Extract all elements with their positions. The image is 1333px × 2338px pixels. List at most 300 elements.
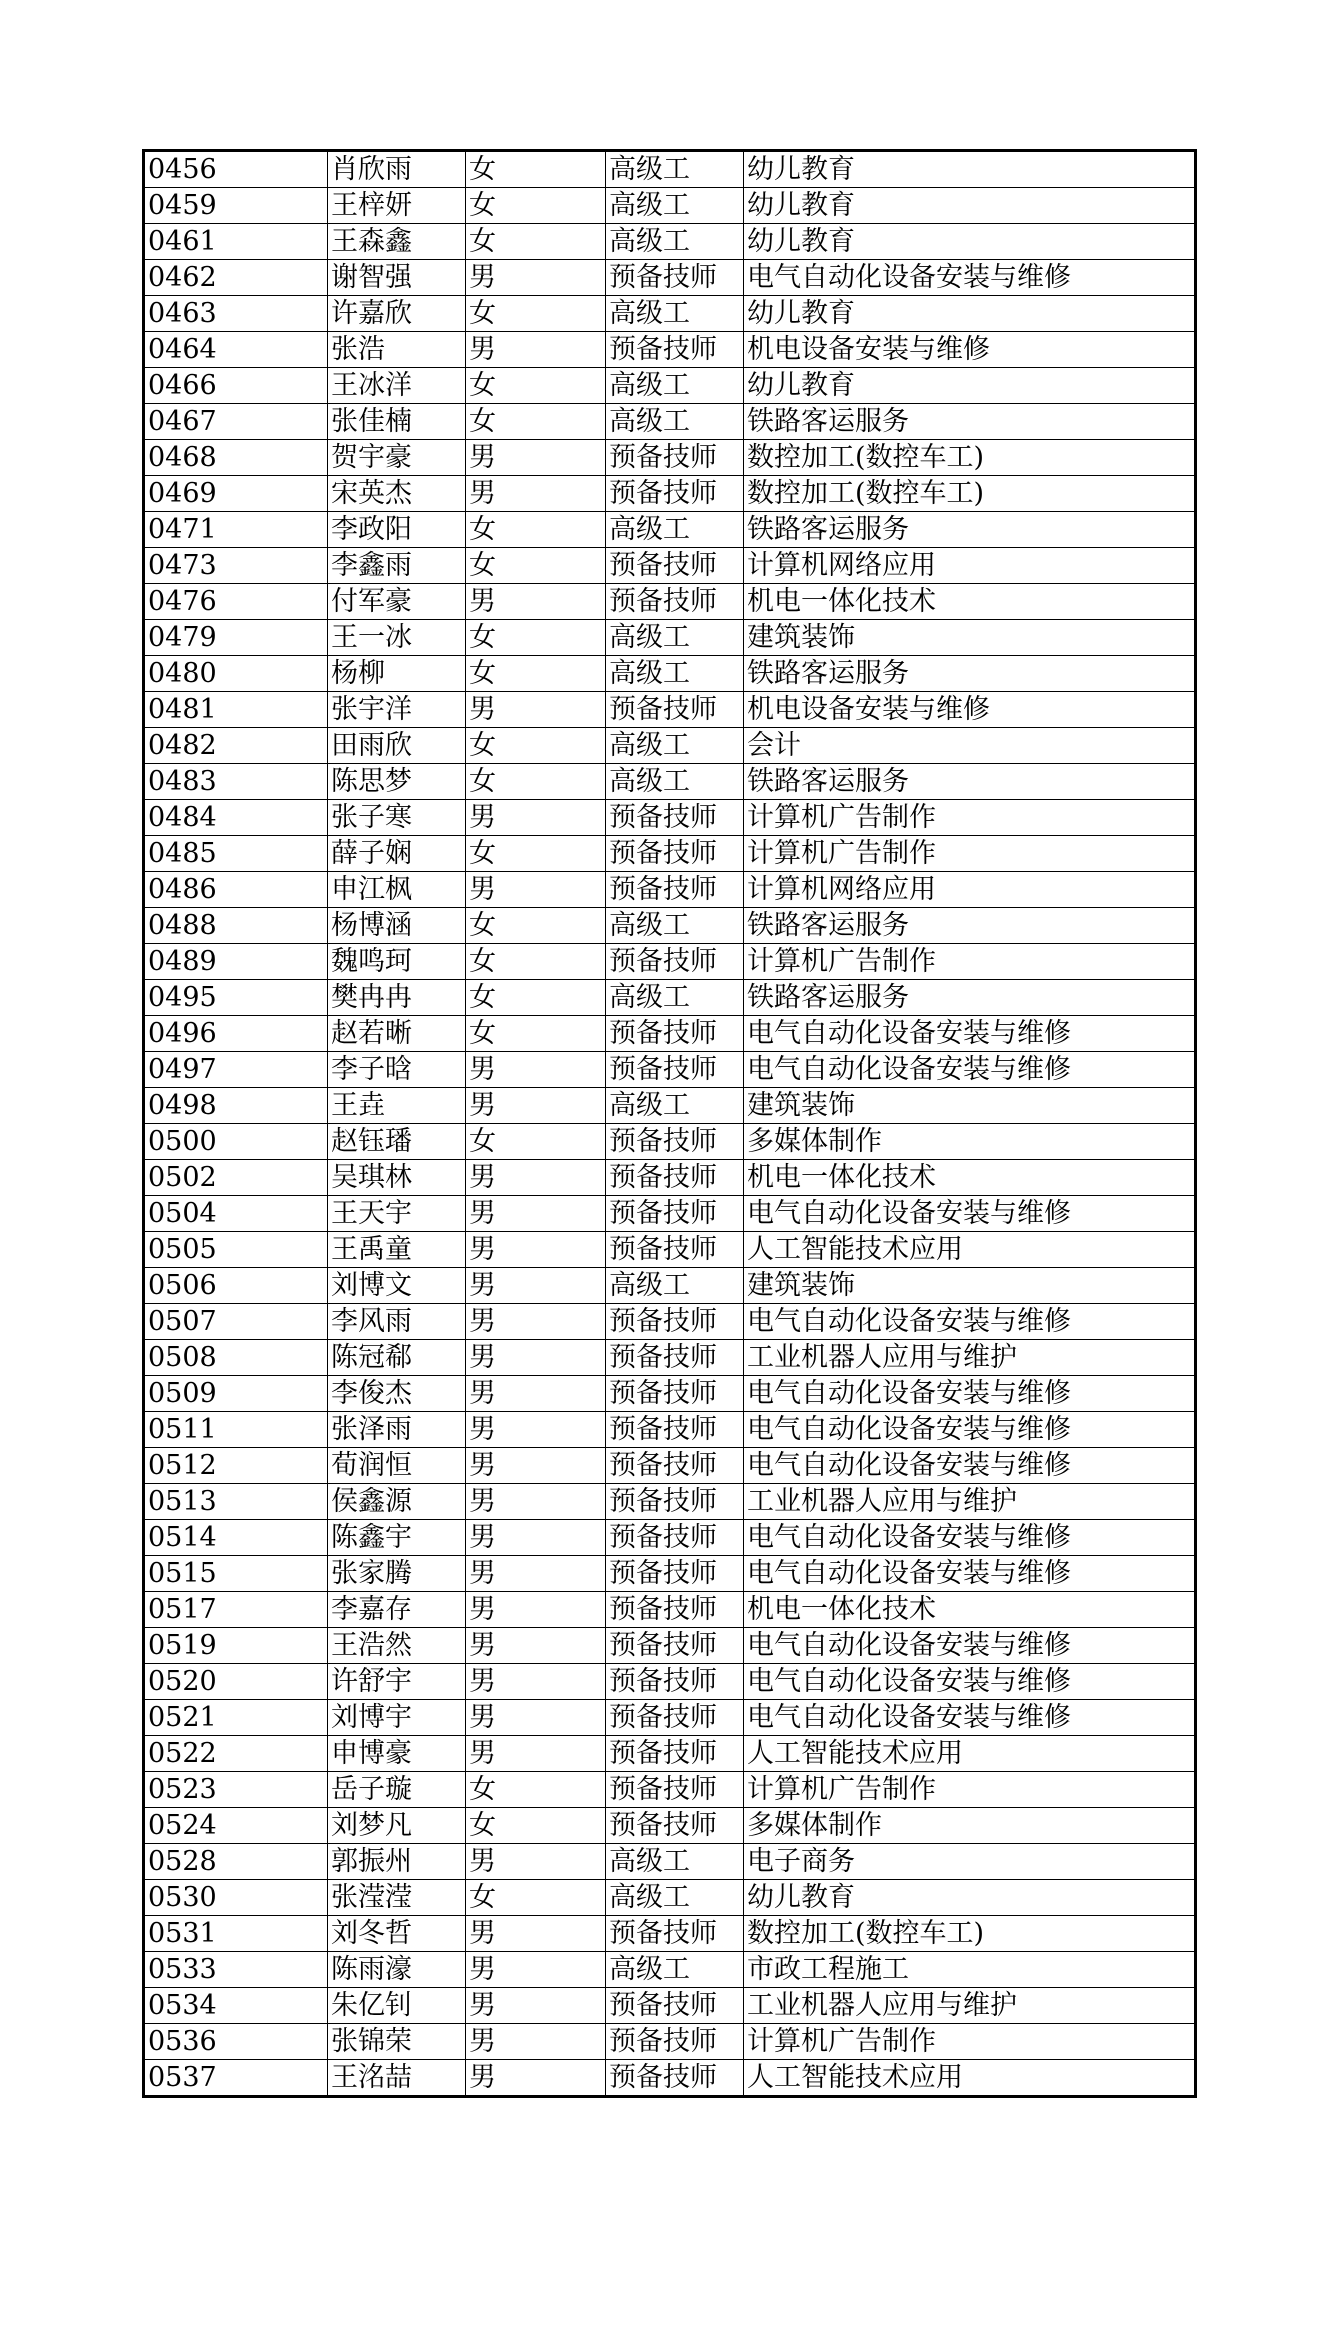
student-id-cell: 0498: [144, 1088, 328, 1124]
gender-cell: 男: [466, 1448, 606, 1484]
table-row: [144, 1664, 1196, 1700]
table-row: [144, 1700, 1196, 1736]
table-row: [144, 404, 1196, 440]
gender-cell: 女: [466, 728, 606, 764]
student-id-cell: 0536: [144, 2024, 328, 2060]
level-cell: 预备技师: [606, 476, 744, 512]
gender-cell: 女: [466, 224, 606, 260]
level-cell: 高级工: [606, 728, 744, 764]
level-cell: 预备技师: [606, 584, 744, 620]
gender-cell: 男: [466, 800, 606, 836]
major-cell: 幼儿教育: [744, 188, 1196, 224]
gender-cell: 男: [466, 1700, 606, 1736]
gender-cell: 男: [466, 1304, 606, 1340]
student-id-cell: 0462: [144, 260, 328, 296]
student-id-cell: 0507: [144, 1304, 328, 1340]
name-cell: 樊冉冉: [328, 980, 466, 1016]
major-cell: 会计: [744, 728, 1196, 764]
table-row: [144, 1268, 1196, 1304]
gender-cell: 男: [466, 1052, 606, 1088]
table-row: [144, 1196, 1196, 1232]
gender-cell: 女: [466, 656, 606, 692]
table-row: [144, 620, 1196, 656]
major-cell: 电气自动化设备安装与维修: [744, 1448, 1196, 1484]
student-id-cell: 0534: [144, 1988, 328, 2024]
table-row: [144, 800, 1196, 836]
student-id-cell: 0481: [144, 692, 328, 728]
major-cell: 铁路客运服务: [744, 764, 1196, 800]
student-id-cell: 0489: [144, 944, 328, 980]
table-row: [144, 1952, 1196, 1988]
gender-cell: 男: [466, 872, 606, 908]
gender-cell: 男: [466, 1412, 606, 1448]
student-id-cell: 0484: [144, 800, 328, 836]
level-cell: 预备技师: [606, 692, 744, 728]
major-cell: 数控加工(数控车工): [744, 1916, 1196, 1952]
gender-cell: 男: [466, 2060, 606, 2097]
level-cell: 高级工: [606, 368, 744, 404]
student-id-cell: 0469: [144, 476, 328, 512]
level-cell: 高级工: [606, 1952, 744, 1988]
student-id-cell: 0482: [144, 728, 328, 764]
student-id-cell: 0483: [144, 764, 328, 800]
table-row: [144, 1412, 1196, 1448]
major-cell: 建筑装饰: [744, 1268, 1196, 1304]
student-id-cell: 0513: [144, 1484, 328, 1520]
name-cell: 王禹童: [328, 1232, 466, 1268]
name-cell: 陈冠郗: [328, 1340, 466, 1376]
table-row: [144, 2060, 1196, 2097]
level-cell: 预备技师: [606, 836, 744, 872]
gender-cell: 女: [466, 1880, 606, 1916]
gender-cell: 女: [466, 404, 606, 440]
table-row: [144, 1448, 1196, 1484]
major-cell: 市政工程施工: [744, 1952, 1196, 1988]
major-cell: 幼儿教育: [744, 224, 1196, 260]
table-row: [144, 476, 1196, 512]
student-id-cell: 0511: [144, 1412, 328, 1448]
level-cell: 预备技师: [606, 1196, 744, 1232]
student-id-cell: 0467: [144, 404, 328, 440]
level-cell: 高级工: [606, 512, 744, 548]
name-cell: 许舒宇: [328, 1664, 466, 1700]
level-cell: 预备技师: [606, 1736, 744, 1772]
table-row: [144, 584, 1196, 620]
gender-cell: 男: [466, 1628, 606, 1664]
table-row: [144, 692, 1196, 728]
table-row: [144, 1484, 1196, 1520]
major-cell: 机电一体化技术: [744, 1592, 1196, 1628]
level-cell: 预备技师: [606, 2024, 744, 2060]
level-cell: 预备技师: [606, 1808, 744, 1844]
gender-cell: 男: [466, 1160, 606, 1196]
student-id-cell: 0502: [144, 1160, 328, 1196]
student-id-cell: 0486: [144, 872, 328, 908]
level-cell: 预备技师: [606, 1304, 744, 1340]
level-cell: 高级工: [606, 224, 744, 260]
table-row: [144, 1988, 1196, 2024]
name-cell: 朱亿钊: [328, 1988, 466, 2024]
table-row: [144, 1052, 1196, 1088]
level-cell: 高级工: [606, 908, 744, 944]
name-cell: 王浩然: [328, 1628, 466, 1664]
table-row: [144, 656, 1196, 692]
name-cell: 刘冬哲: [328, 1916, 466, 1952]
level-cell: 预备技师: [606, 1988, 744, 2024]
table-row: [144, 1772, 1196, 1808]
level-cell: 高级工: [606, 980, 744, 1016]
name-cell: 王冰洋: [328, 368, 466, 404]
student-id-cell: 0471: [144, 512, 328, 548]
name-cell: 谢智强: [328, 260, 466, 296]
gender-cell: 男: [466, 1340, 606, 1376]
student-id-cell: 0485: [144, 836, 328, 872]
gender-cell: 女: [466, 188, 606, 224]
gender-cell: 女: [466, 368, 606, 404]
student-id-cell: 0537: [144, 2060, 328, 2097]
level-cell: 预备技师: [606, 1376, 744, 1412]
name-cell: 杨博涵: [328, 908, 466, 944]
student-id-cell: 0456: [144, 151, 328, 188]
table-row: [144, 512, 1196, 548]
table-row: [144, 1016, 1196, 1052]
gender-cell: 男: [466, 1736, 606, 1772]
level-cell: 预备技师: [606, 944, 744, 980]
major-cell: 电气自动化设备安装与维修: [744, 1196, 1196, 1232]
name-cell: 李俊杰: [328, 1376, 466, 1412]
major-cell: 电子商务: [744, 1844, 1196, 1880]
gender-cell: 女: [466, 1016, 606, 1052]
major-cell: 计算机广告制作: [744, 944, 1196, 980]
name-cell: 肖欣雨: [328, 151, 466, 188]
student-id-cell: 0480: [144, 656, 328, 692]
major-cell: 电气自动化设备安装与维修: [744, 1376, 1196, 1412]
name-cell: 赵若晰: [328, 1016, 466, 1052]
level-cell: 高级工: [606, 1088, 744, 1124]
table-row: [144, 188, 1196, 224]
gender-cell: 女: [466, 296, 606, 332]
level-cell: 预备技师: [606, 1052, 744, 1088]
table-row: [144, 1340, 1196, 1376]
major-cell: 人工智能技术应用: [744, 2060, 1196, 2097]
major-cell: 电气自动化设备安装与维修: [744, 1700, 1196, 1736]
student-id-cell: 0473: [144, 548, 328, 584]
major-cell: 人工智能技术应用: [744, 1232, 1196, 1268]
table-row: [144, 836, 1196, 872]
gender-cell: 男: [466, 1844, 606, 1880]
student-id-cell: 0523: [144, 1772, 328, 1808]
level-cell: 高级工: [606, 1844, 744, 1880]
student-id-cell: 0512: [144, 1448, 328, 1484]
level-cell: 预备技师: [606, 1124, 744, 1160]
student-id-cell: 0505: [144, 1232, 328, 1268]
student-id-cell: 0506: [144, 1268, 328, 1304]
gender-cell: 男: [466, 2024, 606, 2060]
level-cell: 预备技师: [606, 1628, 744, 1664]
student-id-cell: 0533: [144, 1952, 328, 1988]
level-cell: 预备技师: [606, 1340, 744, 1376]
level-cell: 高级工: [606, 404, 744, 440]
gender-cell: 女: [466, 908, 606, 944]
level-cell: 预备技师: [606, 1484, 744, 1520]
level-cell: 高级工: [606, 188, 744, 224]
student-id-cell: 0528: [144, 1844, 328, 1880]
major-cell: 机电设备安装与维修: [744, 692, 1196, 728]
table-row: [144, 296, 1196, 332]
major-cell: 计算机广告制作: [744, 2024, 1196, 2060]
gender-cell: 男: [466, 476, 606, 512]
level-cell: 预备技师: [606, 2060, 744, 2097]
major-cell: 计算机广告制作: [744, 836, 1196, 872]
table-row: [144, 2024, 1196, 2060]
table-row: [144, 1232, 1196, 1268]
name-cell: 王垚: [328, 1088, 466, 1124]
major-cell: 电气自动化设备安装与维修: [744, 1664, 1196, 1700]
name-cell: 李风雨: [328, 1304, 466, 1340]
name-cell: 张子寒: [328, 800, 466, 836]
gender-cell: 男: [466, 1520, 606, 1556]
table-row: [144, 908, 1196, 944]
level-cell: 高级工: [606, 764, 744, 800]
gender-cell: 男: [466, 1916, 606, 1952]
major-cell: 电气自动化设备安装与维修: [744, 1052, 1196, 1088]
major-cell: 计算机广告制作: [744, 1772, 1196, 1808]
gender-cell: 男: [466, 1664, 606, 1700]
name-cell: 薛子娴: [328, 836, 466, 872]
name-cell: 张佳楠: [328, 404, 466, 440]
major-cell: 电气自动化设备安装与维修: [744, 1628, 1196, 1664]
gender-cell: 男: [466, 1088, 606, 1124]
name-cell: 王一冰: [328, 620, 466, 656]
gender-cell: 男: [466, 332, 606, 368]
major-cell: 电气自动化设备安装与维修: [744, 1556, 1196, 1592]
level-cell: 预备技师: [606, 1520, 744, 1556]
major-cell: 工业机器人应用与维护: [744, 1484, 1196, 1520]
name-cell: 李鑫雨: [328, 548, 466, 584]
gender-cell: 女: [466, 944, 606, 980]
table-row: [144, 1880, 1196, 1916]
major-cell: 机电一体化技术: [744, 1160, 1196, 1196]
student-id-cell: 0459: [144, 188, 328, 224]
student-id-cell: 0519: [144, 1628, 328, 1664]
level-cell: 预备技师: [606, 1160, 744, 1196]
name-cell: 李嘉存: [328, 1592, 466, 1628]
level-cell: 预备技师: [606, 1916, 744, 1952]
major-cell: 幼儿教育: [744, 151, 1196, 188]
major-cell: 幼儿教育: [744, 1880, 1196, 1916]
name-cell: 张滢滢: [328, 1880, 466, 1916]
gender-cell: 女: [466, 1772, 606, 1808]
gender-cell: 男: [466, 1556, 606, 1592]
table-row: [144, 1124, 1196, 1160]
name-cell: 郭振州: [328, 1844, 466, 1880]
gender-cell: 男: [466, 584, 606, 620]
gender-cell: 男: [466, 1952, 606, 1988]
student-id-cell: 0515: [144, 1556, 328, 1592]
major-cell: 铁路客运服务: [744, 404, 1196, 440]
student-id-cell: 0517: [144, 1592, 328, 1628]
student-id-cell: 0497: [144, 1052, 328, 1088]
major-cell: 建筑装饰: [744, 1088, 1196, 1124]
table-row: [144, 1088, 1196, 1124]
student-id-cell: 0488: [144, 908, 328, 944]
student-id-cell: 0531: [144, 1916, 328, 1952]
table-row: [144, 1844, 1196, 1880]
level-cell: 预备技师: [606, 1592, 744, 1628]
major-cell: 电气自动化设备安装与维修: [744, 1412, 1196, 1448]
table-row: [144, 1628, 1196, 1664]
level-cell: 预备技师: [606, 1556, 744, 1592]
name-cell: 岳子璇: [328, 1772, 466, 1808]
major-cell: 机电一体化技术: [744, 584, 1196, 620]
name-cell: 王天宇: [328, 1196, 466, 1232]
table-row: [144, 1556, 1196, 1592]
student-id-cell: 0509: [144, 1376, 328, 1412]
table-row: [144, 1916, 1196, 1952]
gender-cell: 男: [466, 440, 606, 476]
gender-cell: 男: [466, 692, 606, 728]
gender-cell: 男: [466, 1268, 606, 1304]
level-cell: 预备技师: [606, 548, 744, 584]
student-id-cell: 0504: [144, 1196, 328, 1232]
level-cell: 预备技师: [606, 1700, 744, 1736]
table-row: [144, 1304, 1196, 1340]
student-id-cell: 0479: [144, 620, 328, 656]
level-cell: 高级工: [606, 1880, 744, 1916]
major-cell: 电气自动化设备安装与维修: [744, 1016, 1196, 1052]
name-cell: 魏鸣珂: [328, 944, 466, 980]
major-cell: 数控加工(数控车工): [744, 476, 1196, 512]
student-id-cell: 0464: [144, 332, 328, 368]
student-id-cell: 0463: [144, 296, 328, 332]
student-id-cell: 0520: [144, 1664, 328, 1700]
major-cell: 铁路客运服务: [744, 908, 1196, 944]
student-id-cell: 0514: [144, 1520, 328, 1556]
gender-cell: 男: [466, 1592, 606, 1628]
name-cell: 宋英杰: [328, 476, 466, 512]
table-row: [144, 368, 1196, 404]
gender-cell: 女: [466, 548, 606, 584]
table-row: [144, 944, 1196, 980]
level-cell: 高级工: [606, 1268, 744, 1304]
gender-cell: 男: [466, 1232, 606, 1268]
gender-cell: 男: [466, 1196, 606, 1232]
student-id-cell: 0461: [144, 224, 328, 260]
name-cell: 陈思梦: [328, 764, 466, 800]
name-cell: 陈鑫宇: [328, 1520, 466, 1556]
name-cell: 杨柳: [328, 656, 466, 692]
name-cell: 付军豪: [328, 584, 466, 620]
name-cell: 李子晗: [328, 1052, 466, 1088]
level-cell: 预备技师: [606, 800, 744, 836]
name-cell: 刘博宇: [328, 1700, 466, 1736]
level-cell: 预备技师: [606, 332, 744, 368]
gender-cell: 男: [466, 1484, 606, 1520]
table-row: [144, 1160, 1196, 1196]
table-row: [144, 548, 1196, 584]
name-cell: 陈雨濠: [328, 1952, 466, 1988]
major-cell: 建筑装饰: [744, 620, 1196, 656]
name-cell: 贺宇豪: [328, 440, 466, 476]
student-id-cell: 0496: [144, 1016, 328, 1052]
name-cell: 刘梦凡: [328, 1808, 466, 1844]
name-cell: 赵钰璠: [328, 1124, 466, 1160]
student-id-cell: 0500: [144, 1124, 328, 1160]
table-row: [144, 1520, 1196, 1556]
level-cell: 预备技师: [606, 1232, 744, 1268]
gender-cell: 女: [466, 512, 606, 548]
name-cell: 侯鑫源: [328, 1484, 466, 1520]
name-cell: 田雨欣: [328, 728, 466, 764]
student-id-cell: 0508: [144, 1340, 328, 1376]
level-cell: 预备技师: [606, 1664, 744, 1700]
major-cell: 电气自动化设备安装与维修: [744, 260, 1196, 296]
major-cell: 多媒体制作: [744, 1808, 1196, 1844]
name-cell: 李政阳: [328, 512, 466, 548]
major-cell: 计算机网络应用: [744, 872, 1196, 908]
name-cell: 申博豪: [328, 1736, 466, 1772]
student-id-cell: 0468: [144, 440, 328, 476]
roster-table-body: [144, 151, 1196, 2097]
level-cell: 预备技师: [606, 1016, 744, 1052]
student-id-cell: 0530: [144, 1880, 328, 1916]
level-cell: 预备技师: [606, 872, 744, 908]
student-id-cell: 0524: [144, 1808, 328, 1844]
table-row: [144, 1808, 1196, 1844]
name-cell: 张家腾: [328, 1556, 466, 1592]
name-cell: 荀润恒: [328, 1448, 466, 1484]
name-cell: 张泽雨: [328, 1412, 466, 1448]
student-id-cell: 0522: [144, 1736, 328, 1772]
level-cell: 高级工: [606, 620, 744, 656]
name-cell: 申江枫: [328, 872, 466, 908]
table-row: [144, 1376, 1196, 1412]
major-cell: 多媒体制作: [744, 1124, 1196, 1160]
major-cell: 电气自动化设备安装与维修: [744, 1304, 1196, 1340]
major-cell: 计算机广告制作: [744, 800, 1196, 836]
level-cell: 预备技师: [606, 440, 744, 476]
major-cell: 工业机器人应用与维护: [744, 1988, 1196, 2024]
gender-cell: 女: [466, 1124, 606, 1160]
table-row: [144, 980, 1196, 1016]
table-row: [144, 1736, 1196, 1772]
gender-cell: 女: [466, 151, 606, 188]
major-cell: 数控加工(数控车工): [744, 440, 1196, 476]
student-id-cell: 0521: [144, 1700, 328, 1736]
major-cell: 铁路客运服务: [744, 980, 1196, 1016]
name-cell: 张浩: [328, 332, 466, 368]
roster-table: [142, 149, 1197, 2098]
gender-cell: 男: [466, 260, 606, 296]
gender-cell: 男: [466, 1988, 606, 2024]
table-row: [144, 224, 1196, 260]
name-cell: 王梓妍: [328, 188, 466, 224]
level-cell: 预备技师: [606, 1772, 744, 1808]
gender-cell: 女: [466, 764, 606, 800]
name-cell: 张宇洋: [328, 692, 466, 728]
major-cell: 机电设备安装与维修: [744, 332, 1196, 368]
level-cell: 高级工: [606, 151, 744, 188]
major-cell: 工业机器人应用与维护: [744, 1340, 1196, 1376]
level-cell: 预备技师: [606, 1412, 744, 1448]
level-cell: 预备技师: [606, 1448, 744, 1484]
level-cell: 高级工: [606, 296, 744, 332]
gender-cell: 男: [466, 1376, 606, 1412]
major-cell: 铁路客运服务: [744, 656, 1196, 692]
student-id-cell: 0476: [144, 584, 328, 620]
gender-cell: 女: [466, 1808, 606, 1844]
gender-cell: 女: [466, 836, 606, 872]
